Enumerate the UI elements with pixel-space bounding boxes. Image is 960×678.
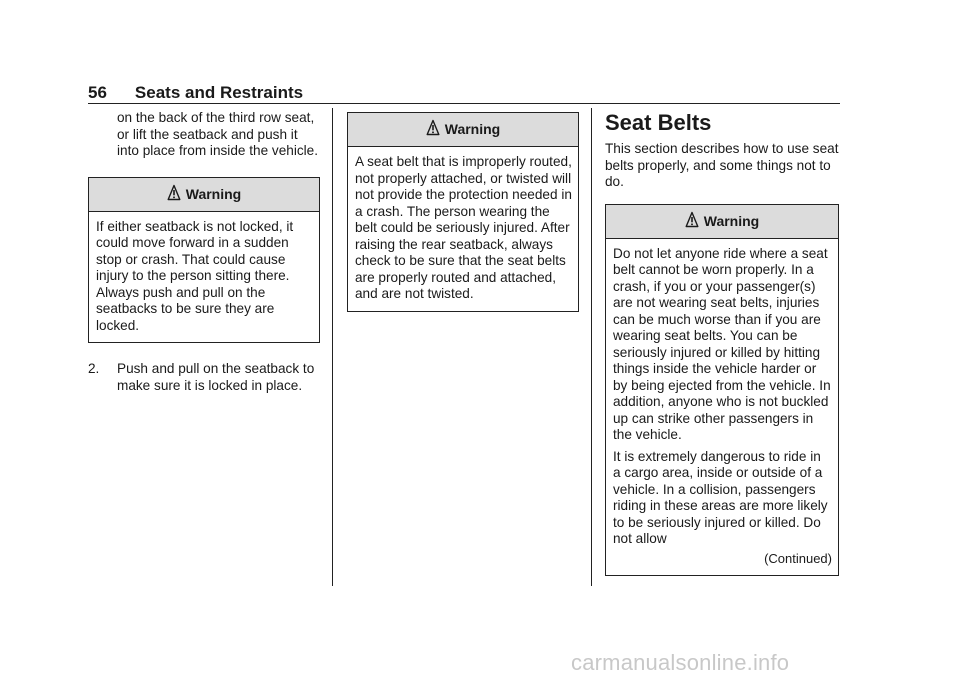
column-1 [88, 110, 320, 394]
column-3 [605, 110, 839, 576]
warning-text: A seat belt that is improperly routed, not properly attached, or twisted will not provide the protection needed in a crash. The person wearing the belt could be seriously injured. After raising the rear seatback, always check to be sure that the seat belts are properly routed and attached, and are not twisted. [355, 154, 572, 301]
warning-triangle-icon [167, 184, 181, 201]
warning-box [88, 177, 320, 344]
warning-body [89, 212, 319, 343]
column-2 [347, 112, 579, 312]
warning-box [347, 112, 579, 312]
section-intro: This section describes how to use seat belts properly, and some things not to do. [605, 141, 839, 189]
column-divider-right [591, 108, 592, 586]
section-title-header: Seats and Restraints [134, 83, 304, 102]
warning-paragraph-1: Do not let anyone ride where a seat belt cannot be worn properly. In a crash, if you or your passenger(s) are not wearing seat belts, injuries can be much worse than if you are wearing seat belts. You can be seriously injured or killed by hitting things inside the vehicle harder or by being ejected from the vehicle. In addition, anyone who is not buckled up can strike other passengers in the vehicle. [613, 245, 831, 442]
warning-header [606, 205, 838, 239]
warning-body [606, 239, 838, 576]
header-rule [88, 103, 840, 104]
column-divider-left [332, 108, 333, 586]
list-number: 2. [88, 361, 100, 376]
page-header [88, 83, 303, 103]
warning-header [89, 178, 319, 212]
warning-title: Warning [185, 185, 242, 202]
warning-title: Warning [703, 212, 760, 229]
page-number: 56 [88, 83, 107, 102]
list-text: Push and pull on the seatback to make sure it is locked in place. [117, 361, 315, 393]
warning-paragraph-2: It is extremely dangerous to ride in a cargo area, inside or outside of a vehicle. In a collision, passengers riding in these areas are more likely to be seriously injured or killed. Do not allow [613, 448, 828, 546]
warning-triangle-icon [685, 211, 699, 228]
warning-triangle-icon [426, 119, 440, 136]
warning-box [605, 204, 839, 577]
warning-title: Warning [444, 121, 501, 138]
continued-paragraph: on the back of the third row seat, or lift the seatback and push it into place from inside the vehicle. [117, 110, 318, 158]
warning-text: If either seatback is not locked, it could move forward in a sudden stop or crash. That could cause injury to the person sitting there. Always push and pull on the seatbacks to be sure they are locked. [96, 218, 294, 333]
continued-label: (Continued) [764, 550, 832, 566]
section-heading: Seat Belts [605, 110, 712, 135]
watermark: carmanualsonline.info [571, 650, 790, 675]
list-item [88, 361, 320, 394]
warning-body [348, 147, 578, 311]
warning-header [348, 113, 578, 147]
